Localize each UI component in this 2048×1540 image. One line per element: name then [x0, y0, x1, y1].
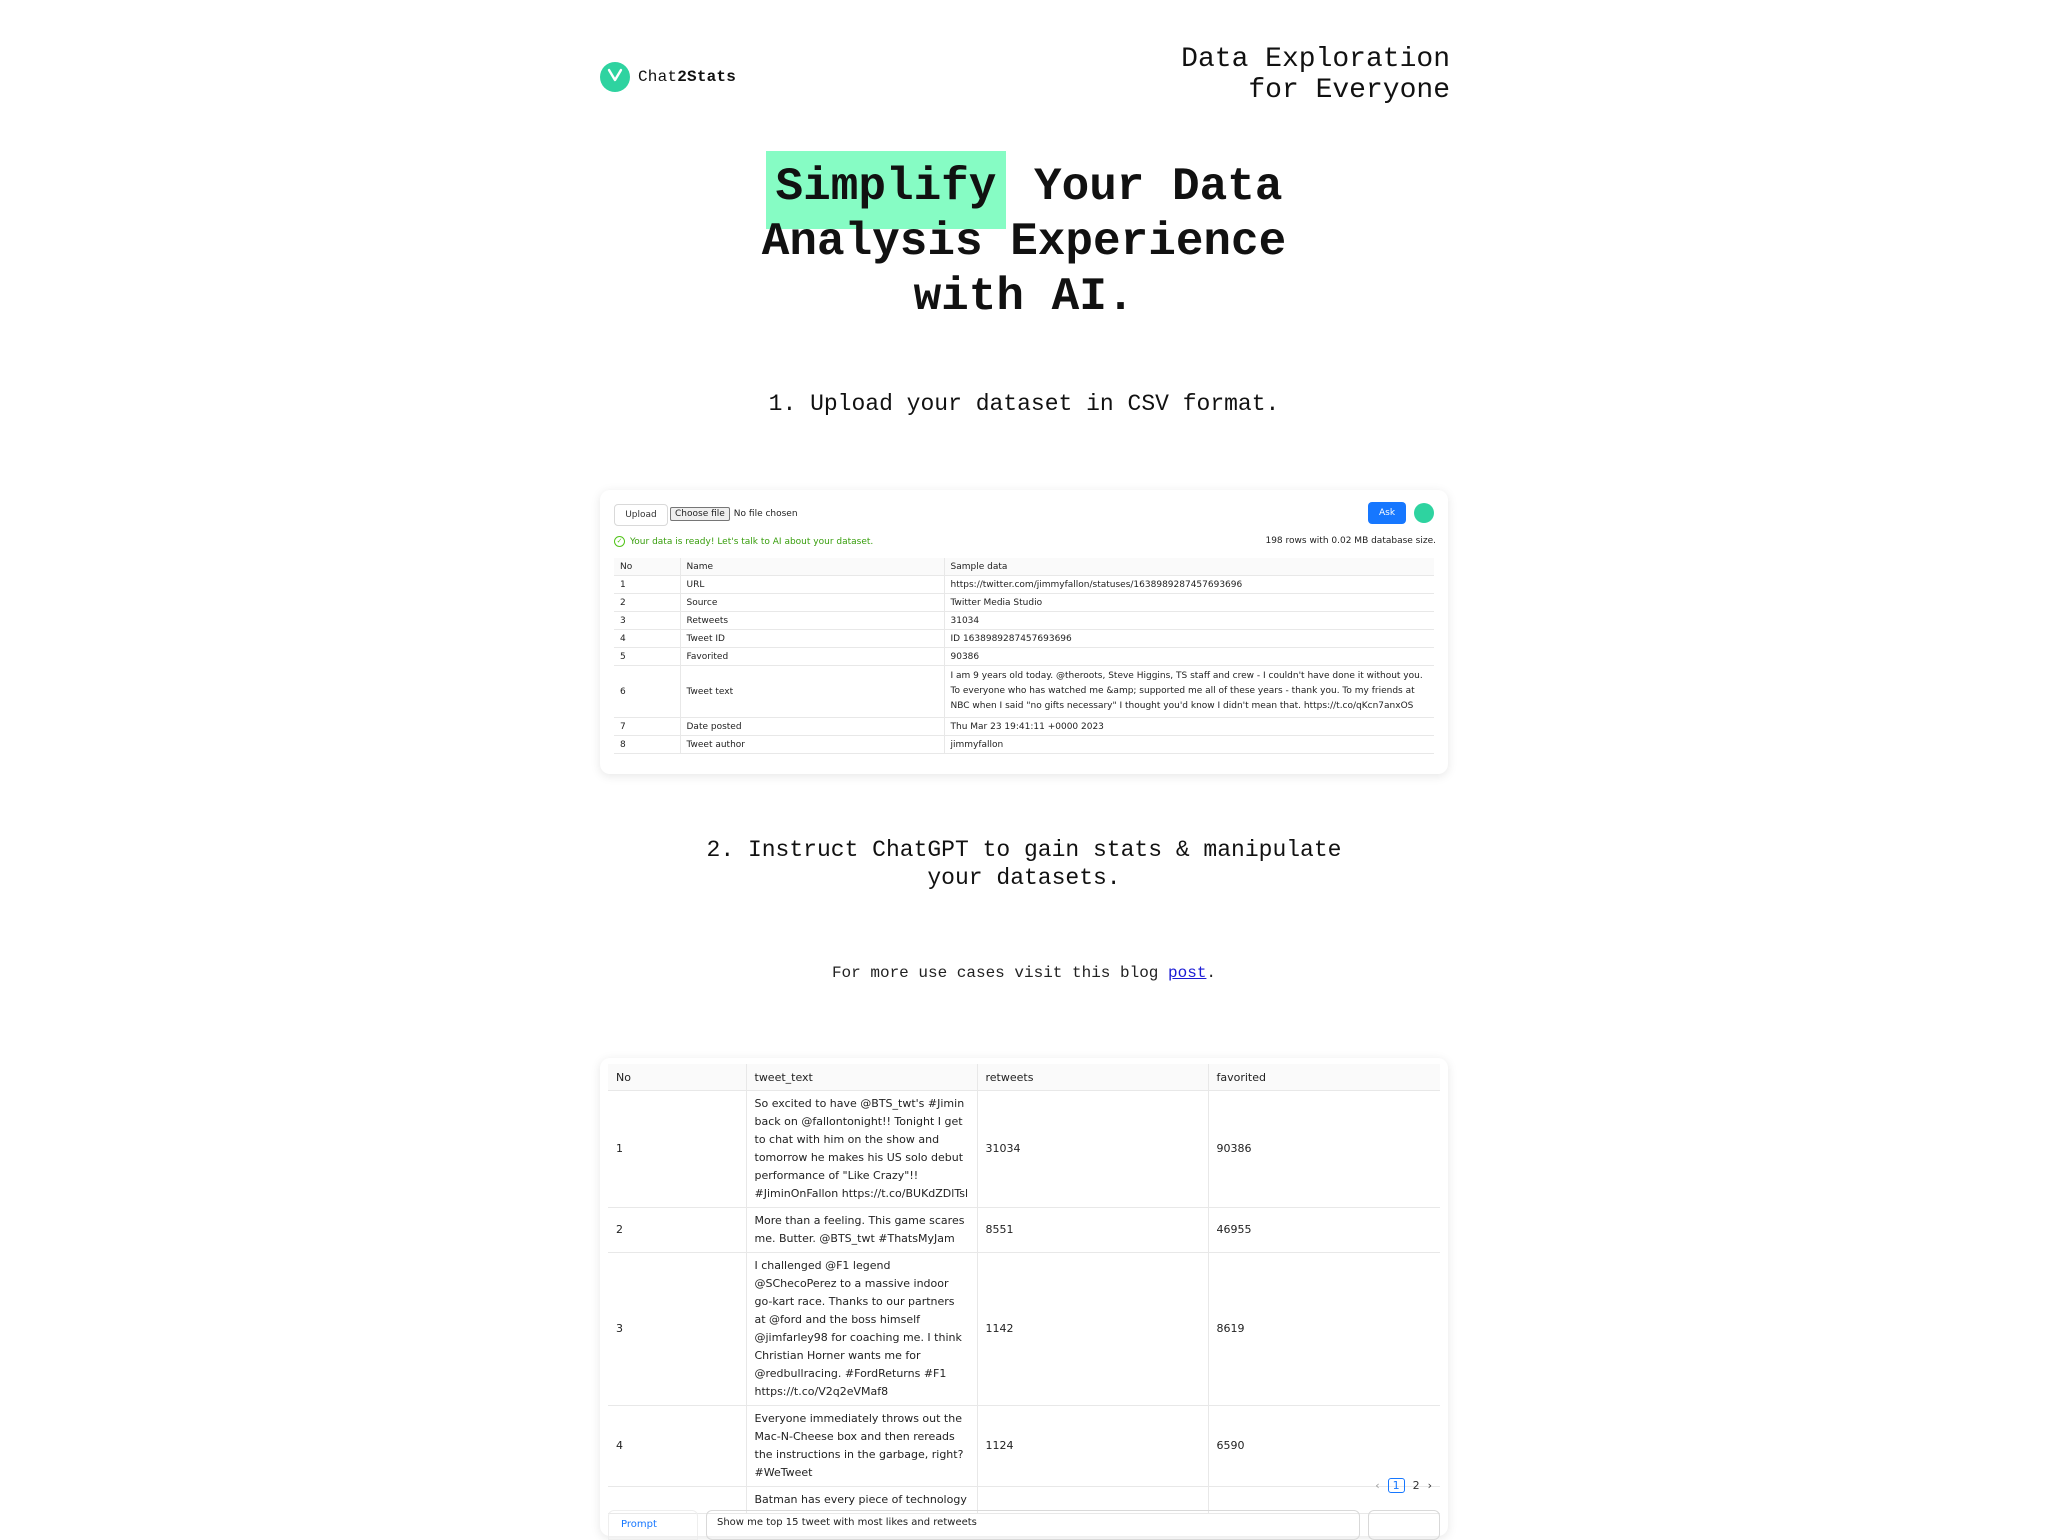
page-1-button[interactable]: 1 — [1388, 1478, 1405, 1493]
table-row — [608, 1091, 1440, 1208]
cell-tweet-text: I challenged @F1 legend @SChecoPerez to a massive indoor go-kart race. Thanks to our partners at @ford and the boss himself @jimfarley98 for coaching me. I think Christian Horner wants me for @redbullracing. #FordReturns #F1 https://t.co/V2q2eVMaf8 — [746, 1253, 977, 1406]
column-header: Name — [680, 558, 944, 576]
results-table-viewport[interactable] — [600, 1058, 1448, 1506]
cell-retweets: 8551 — [977, 1208, 1208, 1253]
cell-no: 4 — [608, 1406, 746, 1487]
cell-no: 5 — [614, 648, 680, 666]
cell-no: 2 — [614, 594, 680, 612]
table-row — [608, 1208, 1440, 1253]
column-header: Sample data — [944, 558, 1434, 576]
cell-name: Tweet author — [680, 736, 944, 754]
cell-no: 3 — [614, 612, 680, 630]
table-row — [614, 666, 1434, 718]
step-2-line-2: your datasets. — [927, 865, 1121, 891]
prompt-submit-button[interactable] — [1368, 1510, 1440, 1540]
cell-no: 2 — [608, 1208, 746, 1253]
table-row — [608, 1253, 1440, 1406]
table-row — [614, 718, 1434, 736]
cell-name: Tweet ID — [680, 630, 944, 648]
cell-favorited: 6590 — [1208, 1406, 1440, 1487]
logo[interactable] — [600, 62, 736, 92]
ask-button[interactable]: Ask — [1368, 502, 1406, 524]
table-row — [614, 576, 1434, 594]
schema-table — [614, 558, 1434, 754]
cell-no: 3 — [608, 1253, 746, 1406]
column-header: favorited — [1208, 1064, 1440, 1091]
cell-favorited: 8619 — [1208, 1253, 1440, 1406]
cell-favorited: 90386 — [1208, 1091, 1440, 1208]
cell-sample: Twitter Media Studio — [944, 594, 1434, 612]
hero-heading — [560, 160, 1488, 325]
hero-line-1-rest: Your Data — [1006, 161, 1283, 213]
page-2-button[interactable]: 2 — [1412, 1479, 1420, 1492]
cell-retweets: 1124 — [977, 1406, 1208, 1487]
ready-message-text: Your data is ready! Let's talk to AI about your dataset. — [630, 536, 874, 547]
hero-line-3: with AI. — [913, 271, 1135, 323]
hero-line-2: Analysis Experience — [761, 216, 1287, 268]
cell-sample: https://twitter.com/jimmyfallon/statuses/1638989287457693696 — [944, 576, 1434, 594]
column-header: tweet_text — [746, 1064, 977, 1091]
table-row — [614, 630, 1434, 648]
logo-icon — [600, 62, 630, 92]
cell-no: 4 — [614, 630, 680, 648]
results-table — [608, 1064, 1440, 1514]
cell-sample: I am 9 years old today. @theroots, Steve Higgins, TS staff and crew - I couldn't have done it without you. To everyone who has watched me &amp; supported me all of these years - thank you. To my friends at NBC when I said "no gifts necessary" I thought you'd know I didn't mean that. https://t.co/qKcn7anxOS — [944, 666, 1434, 718]
hero-highlight: Simplify — [766, 151, 1007, 229]
column-header: No — [614, 558, 680, 576]
cell-tweet-text: More than a feeling. This game scares me. Butter. @BTS_twt #ThatsMyJam — [746, 1208, 977, 1253]
avatar[interactable] — [1414, 503, 1434, 523]
cell-sample: 31034 — [944, 612, 1434, 630]
blog-line — [560, 964, 1488, 982]
table-row — [614, 594, 1434, 612]
cell-retweets: 31034 — [977, 1091, 1208, 1208]
pagination — [1375, 1478, 1432, 1493]
dataset-stats: 198 rows with 0.02 MB database size. — [1265, 536, 1436, 546]
cell-name: URL — [680, 576, 944, 594]
cell-no: 1 — [608, 1091, 746, 1208]
tagline-line-2: for Everyone — [1248, 75, 1450, 106]
choose-file-button[interactable]: Choose file — [670, 507, 730, 521]
cell-no: 8 — [614, 736, 680, 754]
prompt-tab[interactable]: Prompt — [608, 1510, 698, 1540]
upload-button[interactable]: Upload — [614, 504, 668, 526]
cell-name: Favorited — [680, 648, 944, 666]
cell-name: Source — [680, 594, 944, 612]
table-row — [614, 612, 1434, 630]
no-file-label: No file chosen — [733, 509, 798, 519]
cell-tweet-text: Batman has every piece of technology — [746, 1487, 977, 1514]
cell-sample: Thu Mar 23 19:41:11 +0000 2023 — [944, 718, 1434, 736]
cell-favorited: 46955 — [1208, 1208, 1440, 1253]
cell-tweet-text: So excited to have @BTS_twt's #Jimin back on @fallontonight!! Tonight I get to chat with him on the show and tomorrow he makes his US solo debut performance of "Like Crazy"!! #JiminOnFallon https://t.co/BUKdZDlTsl — [746, 1091, 977, 1208]
next-page-icon[interactable]: › — [1427, 1479, 1432, 1492]
cell-name: Tweet text — [680, 666, 944, 718]
blog-post-link[interactable]: post — [1168, 964, 1207, 982]
step-1: 1. Upload your dataset in CSV format. — [768, 391, 1280, 417]
column-header: No — [608, 1064, 746, 1091]
cell-tweet-text: Everyone immediately throws out the Mac-N-Cheese box and then rereads the instructions in the garbage, right? #WeTweet — [746, 1406, 977, 1487]
step-2-line-1: 2. Instruct ChatGPT to gain stats & manipulate — [706, 837, 1342, 863]
step-2 — [560, 836, 1488, 892]
cell-retweets: 1142 — [977, 1253, 1208, 1406]
cell-sample: jimmyfallon — [944, 736, 1434, 754]
table-row — [614, 648, 1434, 666]
column-header: retweets — [977, 1064, 1208, 1091]
results-preview-card — [600, 1058, 1448, 1536]
prompt-input[interactable]: Show me top 15 tweet with most likes and retweets — [706, 1510, 1360, 1540]
table-row — [614, 736, 1434, 754]
cell-no: 7 — [614, 718, 680, 736]
file-picker[interactable] — [670, 506, 798, 522]
cell-name: Retweets — [680, 612, 944, 630]
cell-no: 1 — [614, 576, 680, 594]
tagline — [1181, 44, 1450, 106]
prev-page-icon[interactable]: ‹ — [1375, 1479, 1380, 1492]
table-row — [608, 1406, 1440, 1487]
upload-preview-card — [600, 490, 1448, 774]
cell-no: 6 — [614, 666, 680, 718]
cell-name: Date posted — [680, 718, 944, 736]
tagline-line-1: Data Exploration — [1181, 44, 1450, 75]
check-circle-icon: ✓ — [614, 536, 625, 547]
cell-sample: 90386 — [944, 648, 1434, 666]
ready-message — [614, 536, 873, 547]
blog-prefix: For more use cases visit this blog — [831, 964, 1169, 982]
logo-text: Chat2Stats — [638, 68, 737, 86]
cell-sample: ID 1638989287457693696 — [944, 630, 1434, 648]
blog-suffix: . — [1206, 964, 1217, 982]
